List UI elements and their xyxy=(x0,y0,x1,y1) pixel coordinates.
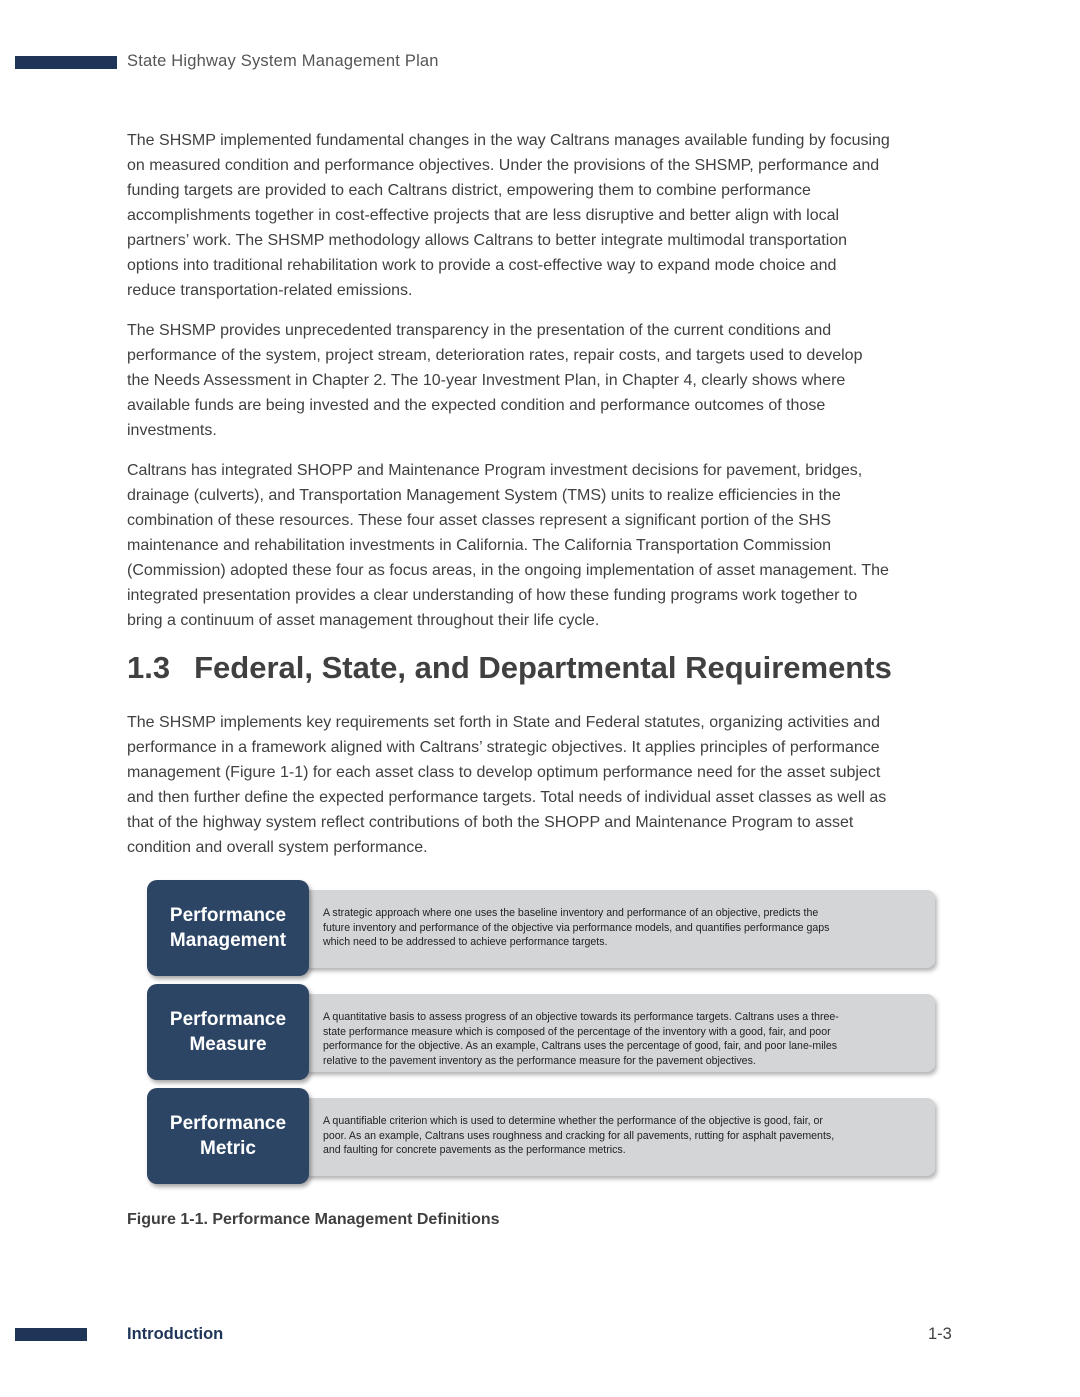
text-line: combination of these resources. These four asset classes represent a significant portion of the SHS xyxy=(127,512,832,529)
body-content xyxy=(127,128,987,875)
text-line: the Needs Assessment in Chapter 2. The 10-year Investment Plan, in Chapter 4, clearly shows where xyxy=(127,372,846,389)
definition-row xyxy=(147,1088,942,1188)
definition-box xyxy=(305,1098,935,1176)
section-title: Federal, State, and Departmental Requirements xyxy=(194,650,892,685)
text-line: management (Figure 1-1) for each asset class to develop optimum performance need for the asset subject xyxy=(127,764,881,781)
text-line: integrated presentation provides a clear understanding of how these funding programs work together to xyxy=(127,587,858,604)
term-text: Metric xyxy=(200,1138,256,1159)
text-line: A strategic approach where one uses the baseline inventory and performance of an objective, predicts the xyxy=(323,907,819,919)
paragraph xyxy=(127,318,987,443)
text-line: bring a continuum of asset management throughout their life cycle. xyxy=(127,612,600,629)
term-box xyxy=(147,880,309,976)
definition-box xyxy=(305,994,935,1072)
text-line: Caltrans has integrated SHOPP and Maintenance Program investment decisions for pavement, bridges, xyxy=(127,462,863,479)
section-number: 1.3 xyxy=(127,650,171,685)
text-line: relative to the pavement inventory as the performance measure for the pavement objectives. xyxy=(323,1055,756,1068)
text-line: The SHSMP implemented fundamental changes in the way Caltrans manages available funding by focusing xyxy=(127,132,890,149)
text-line: condition and overall system performance. xyxy=(127,839,428,856)
text-line: performance for the objective. As an example, Caltrans uses the percentage of good, fair, and poor lane-miles xyxy=(323,1040,838,1053)
header-title: State Highway System Management Plan xyxy=(127,52,439,70)
text-line: poor. As an example, Caltrans uses roughness and cracking for all pavements, rutting for asphalt pavements, xyxy=(323,1129,835,1142)
text-line: options into traditional rehabilitation work to provide a cost-effective way to expand mode choice and xyxy=(127,257,837,274)
term-text: Performance xyxy=(169,1009,287,1030)
term-box xyxy=(147,984,309,1080)
text-line: which need to be addressed to achieve performance targets. xyxy=(323,936,608,949)
text-line: performance of the system, project stream, deterioration rates, repair costs, and targets used to develop xyxy=(127,347,863,364)
text-line: that of the highway system reflect contributions of both the SHOPP and Maintenance Program to asset xyxy=(127,814,854,831)
page-number: 1-3 xyxy=(928,1325,952,1343)
text-line: reduce transportation-related emissions. xyxy=(127,282,413,299)
header-bar xyxy=(15,56,117,69)
paragraph xyxy=(127,458,987,633)
definition-row xyxy=(147,984,942,1084)
text-line: on measured condition and performance objectives. Under the provisions of the SHSMP, performance and xyxy=(127,157,880,174)
text-line: A quantitative basis to assess progress of an objective towards its performance targets. Caltrans uses a three- xyxy=(323,1011,839,1023)
section-heading xyxy=(127,648,987,688)
text-line: A quantifiable criterion which is used to determine whether the performance of the objective is good, fair, or xyxy=(323,1115,823,1127)
text-line: funding targets are provided to each Caltrans district, empowering them to combine performance xyxy=(127,182,811,199)
text-line: accomplishments together in cost-effective projects that are less disruptive and better align with local xyxy=(127,207,840,224)
term-text: Performance xyxy=(169,905,287,926)
footer-bar xyxy=(15,1328,87,1341)
text-line: drainage (culverts), and Transportation Management System (TMS) units to realize efficiencies in the xyxy=(127,487,841,504)
paragraph xyxy=(127,128,987,303)
text-line: (Commission) adopted these four as focus areas, in the ongoing implementation of asset management. The xyxy=(127,562,889,579)
text-line: partners’ work. The SHSMP methodology allows Caltrans to better integrate multimodal transportation xyxy=(127,232,848,249)
term-text: Measure xyxy=(189,1034,267,1055)
text-line: The SHSMP provides unprecedented transparency in the presentation of the current conditions and xyxy=(127,322,832,339)
text-line: future inventory and performance of the objective via performance models, and quantifies performance gaps xyxy=(323,921,830,934)
footer-section: Introduction xyxy=(127,1325,224,1343)
paragraph xyxy=(127,710,987,860)
text-line: maintenance and rehabilitation investments in California. The California Transportation Commission xyxy=(127,537,832,554)
figure-caption: Figure 1-1. Performance Management Definitions xyxy=(127,1211,500,1228)
definition-row xyxy=(147,880,942,980)
text-line: investments. xyxy=(127,422,217,439)
text-line: state performance measure which is composed of the percentage of the inventory with a good, fair, and poor xyxy=(323,1025,831,1038)
term-box xyxy=(147,1088,309,1184)
text-line: available funds are being invested and the expected condition and performance outcomes of those xyxy=(127,397,826,414)
text-line: and then further define the expected performance targets. Total needs of individual asset classes as well as xyxy=(127,789,887,806)
text-line: performance in a framework aligned with Caltrans’ strategic objectives. It applies principles of performance xyxy=(127,739,880,756)
text-line: and faulting for concrete pavements as the performance metrics. xyxy=(323,1144,626,1157)
term-text: Management xyxy=(169,930,287,951)
figure-performance-definitions xyxy=(147,880,942,1192)
definition-box xyxy=(305,890,935,968)
term-text: Performance xyxy=(169,1113,287,1134)
text-line: The SHSMP implements key requirements set forth in State and Federal statutes, organizing activities and xyxy=(127,714,880,731)
